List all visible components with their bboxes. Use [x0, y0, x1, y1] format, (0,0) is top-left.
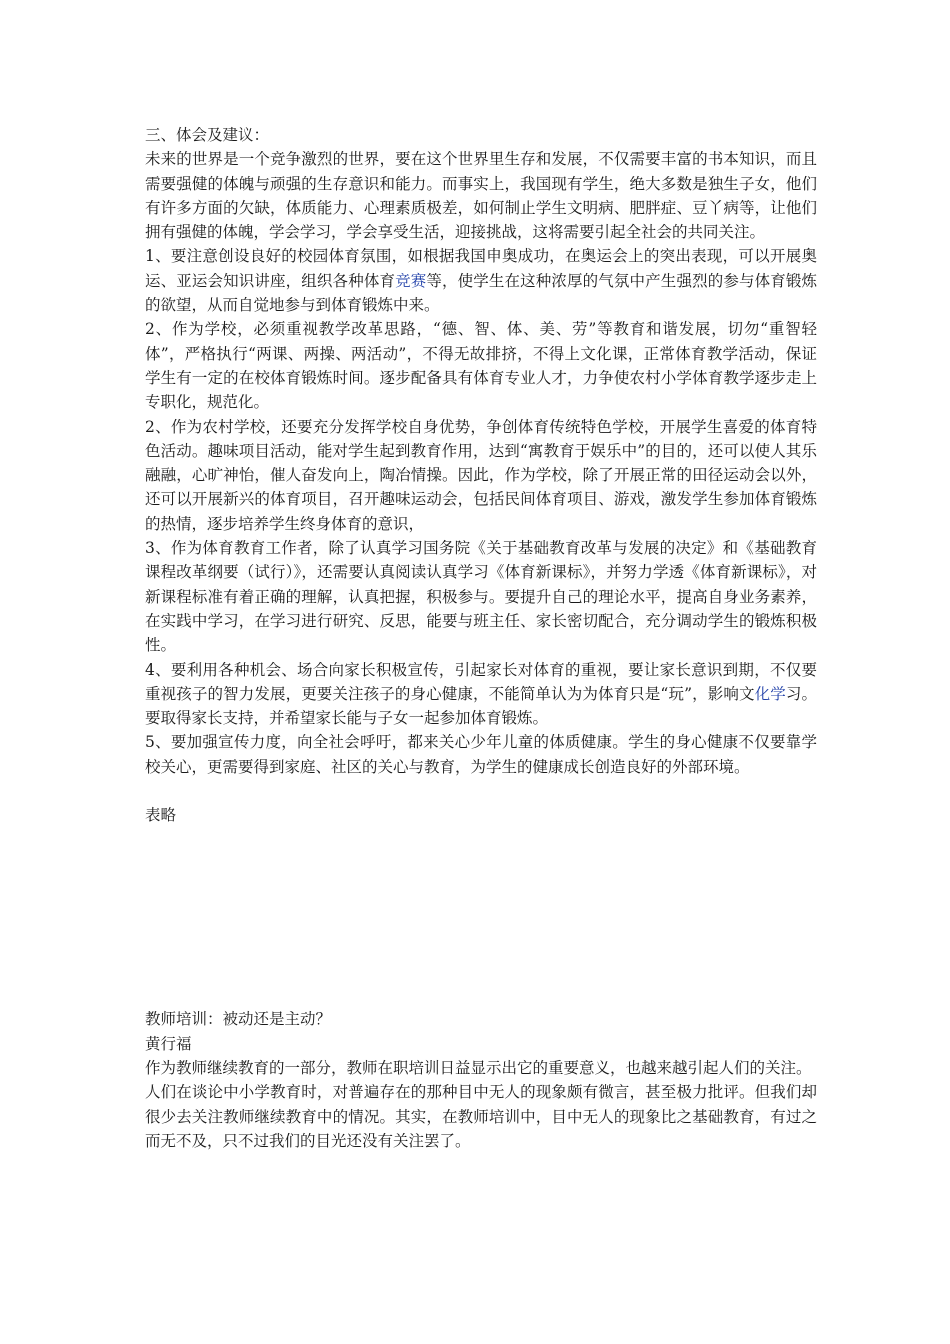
suggestion-item-1	[145, 244, 817, 317]
competition-link[interactable]: 竞赛	[395, 271, 427, 290]
item-4-text-after: 习。要取得家长支持，并希望家长能与子女一起参加体育锻炼。	[145, 684, 817, 728]
document-page	[145, 123, 817, 1153]
section-heading: 三、体会及建议：	[145, 126, 270, 144]
article-paragraph-2: 人们在谈论中小学教育时，对普遍存在的那种目中无人的现象颇有微言，甚至极力批评。但我们却很少去关注教师继续教育中的情况。其实，在教师培训中，目中无人的现象比之基础教育，有过之而无不及，只不过我们的目光还没有关注罢了。	[145, 1083, 817, 1150]
article-author: 黄行福	[145, 1034, 192, 1053]
suggestion-item-4	[145, 658, 817, 731]
article-paragraph-1: 作为教师继续教育的一部分，教师在职培训日益显示出它的重要意义，也越来越引起人们的关注。	[145, 1058, 812, 1077]
intro-paragraph: 未来的世界是一个竞争激烈的世界，要在这个世界里生存和发展，不仅需要丰富的书本知识，而且需要强健的体魄与顽强的生存意识和能力。而事实上，我国现有学生，绝大多数是独生子女，他们有许多方面的欠缺，体质能力、心理素质极差，如何制止学生文明病、肥胖症、豆丫病等，让他们拥有强健的体魄，学会学习，学会享受生活，迎接挑战，这将需要引起全社会的共同关注。	[145, 150, 817, 242]
spacer	[145, 779, 817, 803]
chemistry-link[interactable]: 化学	[754, 684, 786, 703]
suggestion-item-3: 3、作为体育教育工作者，除了认真学习国务院《关于基础教育改革与发展的决定》和《基础教育课程改革纲要（试行）》，还需要认真阅读认真学习《体育新课标》，并努力学透《体育新课标》，对新课程标准有着正确的理解，认真把握，积极参与。要提升自己的理论水平，提高自身业务素养，在实践中学习，在学习进行研究、反思，能要与班主任、家长密切配合，充分调动学生的锻炼积极性。	[145, 539, 817, 655]
suggestion-item-2a: 2、作为学校，必须重视教学改革思路，“德、智、体、美、劳”等教育和谐发展，切勿“重智轻体”，严格执行“两课、两操、两活动”，不得无故排挤，不得上文化课，正常体育教学活动，保证学生有一定的在校体育锻炼时间。逐步配备具有体育专业人才，力争使农村小学体育教学逐步走上专职化，规范化。	[145, 320, 817, 412]
item-1-text-before: 1、要注意创设良好的校园体育氛围，如根据我国申奥成功，在奥运会上的突出表现，可以开展奥运、亚运会知识讲座，组织各种体育	[145, 247, 817, 290]
suggestion-item-5: 5、要加强宣传力度，向全社会呼吁，都来关心少年儿童的体质健康。学生的身心健康不仅要靠学校关心，更需要得到家庭、社区的关心与教育，为学生的健康成长创造良好的外部环境。	[145, 733, 817, 776]
item-4-text-before: 4、要利用各种机会、场合向家长积极宣传，引起家长对体育的重视，要让家长意识到期，不仅要重视孩子的智力发展，更要关注孩子的身心健康，不能简单认为为体育只是“玩”，影响文	[145, 660, 817, 703]
spacer	[145, 827, 817, 1007]
suggestion-item-2b: 2、作为农村学校，还要充分发挥学校自身优势，争创体育传统特色学校，开展学生喜爱的体育特色活动。趣味项目活动，能对学生起到教育作用，达到“寓教育于娱乐中”的目的，还可以使人其乐融融，心旷神怡，催人奋发向上，陶冶情操。因此，作为学校，除了开展正常的田径运动会以外，还可以开展新兴的体育项目，召开趣味运动会，包括民间体育项目、游戏，激发学生参加体育锻炼的热情，逐步培养学生终身体育的意识，	[145, 417, 817, 533]
item-1-text-after: 等，使学生在这种浓厚的气氛中产生强烈的参与体育锻炼的欲望，从而自觉地参与到体育锻炼中来。	[145, 271, 817, 315]
table-omitted-note: 表略	[145, 806, 177, 825]
article-title: 教师培训：被动还是主动？	[145, 1010, 332, 1029]
